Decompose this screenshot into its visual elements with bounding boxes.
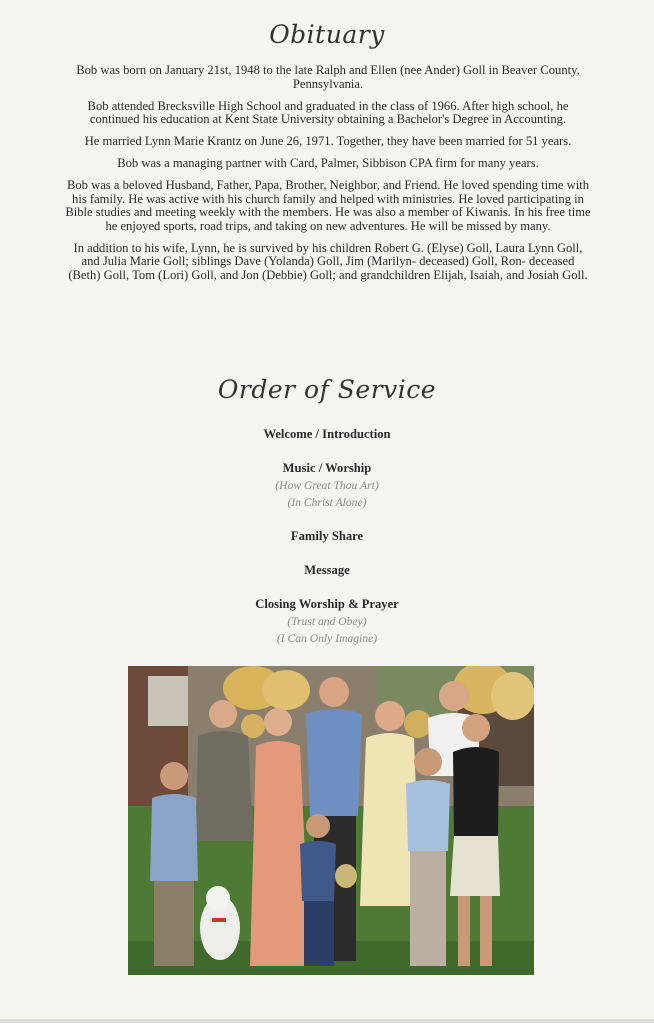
family-photo [128, 666, 534, 975]
obituary-paragraph-life: Bob was a beloved Husband, Father, Papa, Brother, Neighbor, and Friend. He loved spending time with his family. He was active with his church family and helped with ministries. He loved participating in Bible studies and meeting weekly with the members. He was also a member of Kiwanis. In his free time he enjoyed sports, road trips, and taking on new adventures. He will be missed by many. [65, 178, 591, 233]
obituary-paragraph-birth: Bob was born on January 21st, 1948 to the late Ralph and Ellen (nee Ander) Goll in Beaver County, Pennsylvania. [76, 63, 580, 91]
obituary-text [64, 64, 592, 291]
obituary-paragraph-marriage: He married Lynn Marie Krantz on June 26, 1971. Together, they have been married for 51 years. [84, 134, 572, 148]
obituary-title: Obituary [269, 20, 385, 49]
service-item-welcome: Welcome / Introduction [263, 427, 391, 441]
song-title: (In Christ Alone) [287, 496, 367, 509]
obituary-paragraph-career: Bob was a managing partner with Card, Palmer, Sibbison CPA firm for many years. [117, 156, 539, 170]
order-of-service-title: Order of Service [217, 375, 437, 404]
obituary-paragraph-education: Bob attended Brecksville High School and graduated in the class of 1966. After high school, he continued his education at Kent State University obtaining a Bachelor's Degree in Accounting. [87, 98, 569, 126]
service-item-music: Music / Worship [282, 461, 372, 475]
song-title: (How Great Thou Art) [275, 479, 379, 492]
song-title: (I Can Only Imagine) [276, 632, 378, 645]
obituary-paragraph-survivors: In addition to his wife, Lynn, he is survived by his children Robert G. (Elyse) Goll, Laura Lynn Goll, and Julia Marie Goll; siblings Dave (Yolanda) Goll, Jim (Marilyn- deceased) Goll, Ron- deceased (Beth) Goll, Tom (Lori) Goll, and Jon (Debbie) Goll; and grandchildren Elijah, Isaiah, and Josiah Goll. [68, 240, 588, 282]
song-title: (Trust and Obey) [287, 615, 367, 628]
service-item-family-share: Family Share [290, 529, 364, 543]
page-bottom-edge [0, 1019, 654, 1023]
service-item-message: Message [304, 563, 350, 577]
order-of-service-list [0, 426, 654, 647]
service-item-closing: Closing Worship & Prayer [255, 597, 399, 611]
